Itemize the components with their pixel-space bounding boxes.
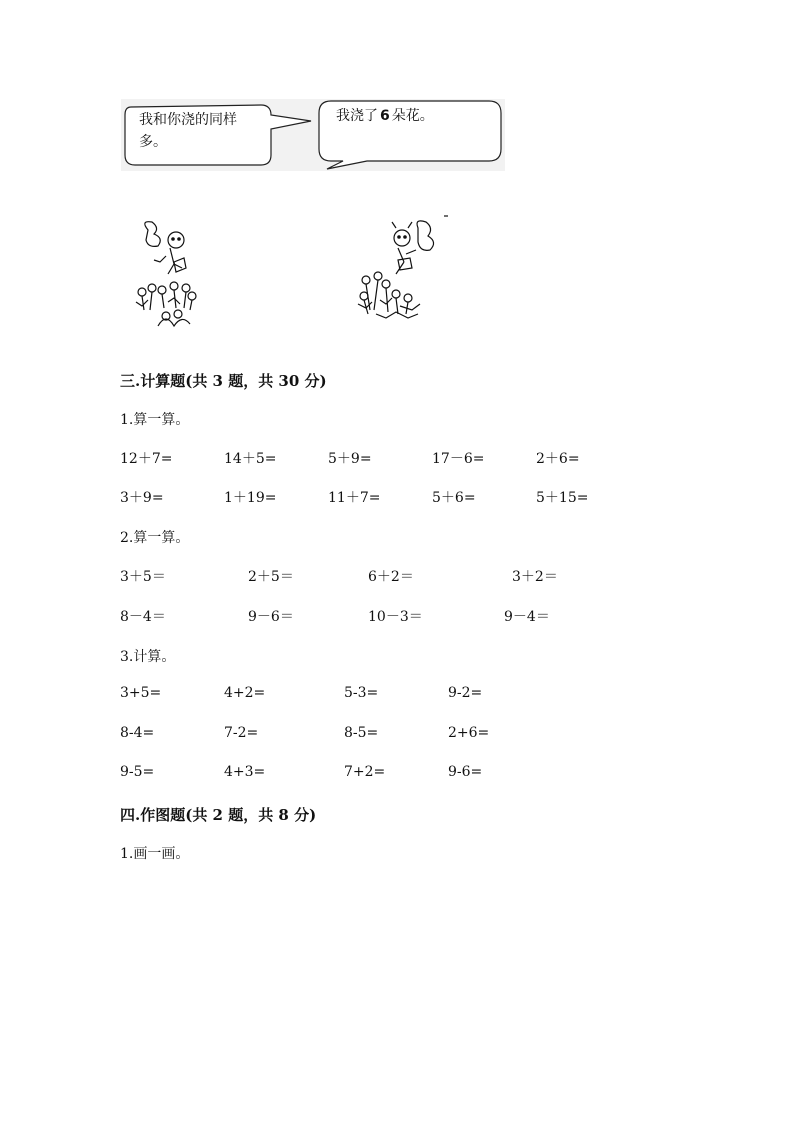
- q3-r3-c1: 9-5=: [120, 764, 155, 780]
- q3-r3-c3: 7+2=: [344, 764, 386, 780]
- right-bubble-number: 6: [380, 108, 390, 124]
- left-bubble-text: [139, 109, 237, 153]
- q1-r1-c3: 5＋9=: [328, 451, 372, 467]
- q3-r3-c4: 9-6=: [448, 764, 483, 780]
- q3-row-1: [120, 685, 680, 707]
- q2-row-2: [120, 606, 680, 628]
- right-bubble-prefix: 我浇了: [336, 108, 378, 124]
- q1-r2-c3: 11＋7=: [328, 490, 381, 506]
- bee-watering-illustration: [356, 214, 452, 326]
- q1-r1-c4: 17－6=: [432, 451, 485, 467]
- question-4-1-title: 1.画一画。: [120, 846, 190, 862]
- q2-r1-c4: 3＋2＝: [512, 569, 558, 585]
- q3-r1-c1: 3+5=: [120, 685, 162, 701]
- q3-r1-c4: 9-2=: [448, 685, 483, 701]
- q3-r2-c2: 7-2=: [224, 725, 259, 741]
- section-3-heading: 三.计算题(共 3 题，共 30 分): [120, 372, 327, 390]
- child-watering-illustration: [130, 218, 210, 330]
- q2-r1-c1: 3＋5＝: [120, 569, 166, 585]
- question-3-1-title: 1.算一算。: [120, 412, 190, 428]
- q1-r2-c2: 1＋19=: [224, 490, 277, 506]
- q2-r2-c2: 9－6＝: [248, 609, 294, 625]
- q3-r1-c2: 4+2=: [224, 685, 266, 701]
- q1-row-2: [120, 487, 680, 509]
- q1-row-1: [120, 448, 680, 470]
- q3-row-3: [120, 764, 680, 786]
- q3-row-2: [120, 725, 680, 747]
- q1-r2-c5: 5＋15=: [536, 490, 589, 506]
- left-bubble-line2: 多。: [139, 134, 167, 150]
- left-bubble-line1: 我和你浇的同样: [139, 112, 237, 128]
- q1-r2-c4: 5＋6=: [432, 490, 476, 506]
- q1-r2-c1: 3＋9=: [120, 490, 164, 506]
- q2-r2-c3: 10－3＝: [368, 609, 423, 625]
- q3-r2-c1: 8-4=: [120, 725, 155, 741]
- q3-r2-c3: 8-5=: [344, 725, 379, 741]
- q2-row-1: [120, 566, 680, 588]
- q2-r1-c2: 2＋5＝: [248, 569, 294, 585]
- q1-r1-c5: 2＋6=: [536, 451, 580, 467]
- q1-r1-c2: 14＋5=: [224, 451, 277, 467]
- q2-r2-c4: 9－4＝: [504, 609, 550, 625]
- q2-r1-c3: 6＋2＝: [368, 569, 414, 585]
- q3-r2-c4: 2+6=: [448, 725, 490, 741]
- question-3-3-title: 3.计算。: [120, 649, 176, 665]
- q2-r2-c1: 8－4＝: [120, 609, 166, 625]
- speech-bubbles: [121, 99, 505, 171]
- q1-r1-c1: 12＋7=: [120, 451, 173, 467]
- question-3-2-title: 2.算一算。: [120, 530, 190, 546]
- right-bubble-text: [336, 105, 434, 127]
- q3-r3-c2: 4+3=: [224, 764, 266, 780]
- q3-r1-c3: 5-3=: [344, 685, 379, 701]
- section-4-heading: 四.作图题(共 2 题，共 8 分): [120, 806, 317, 824]
- right-bubble-suffix: 朵花。: [391, 108, 434, 124]
